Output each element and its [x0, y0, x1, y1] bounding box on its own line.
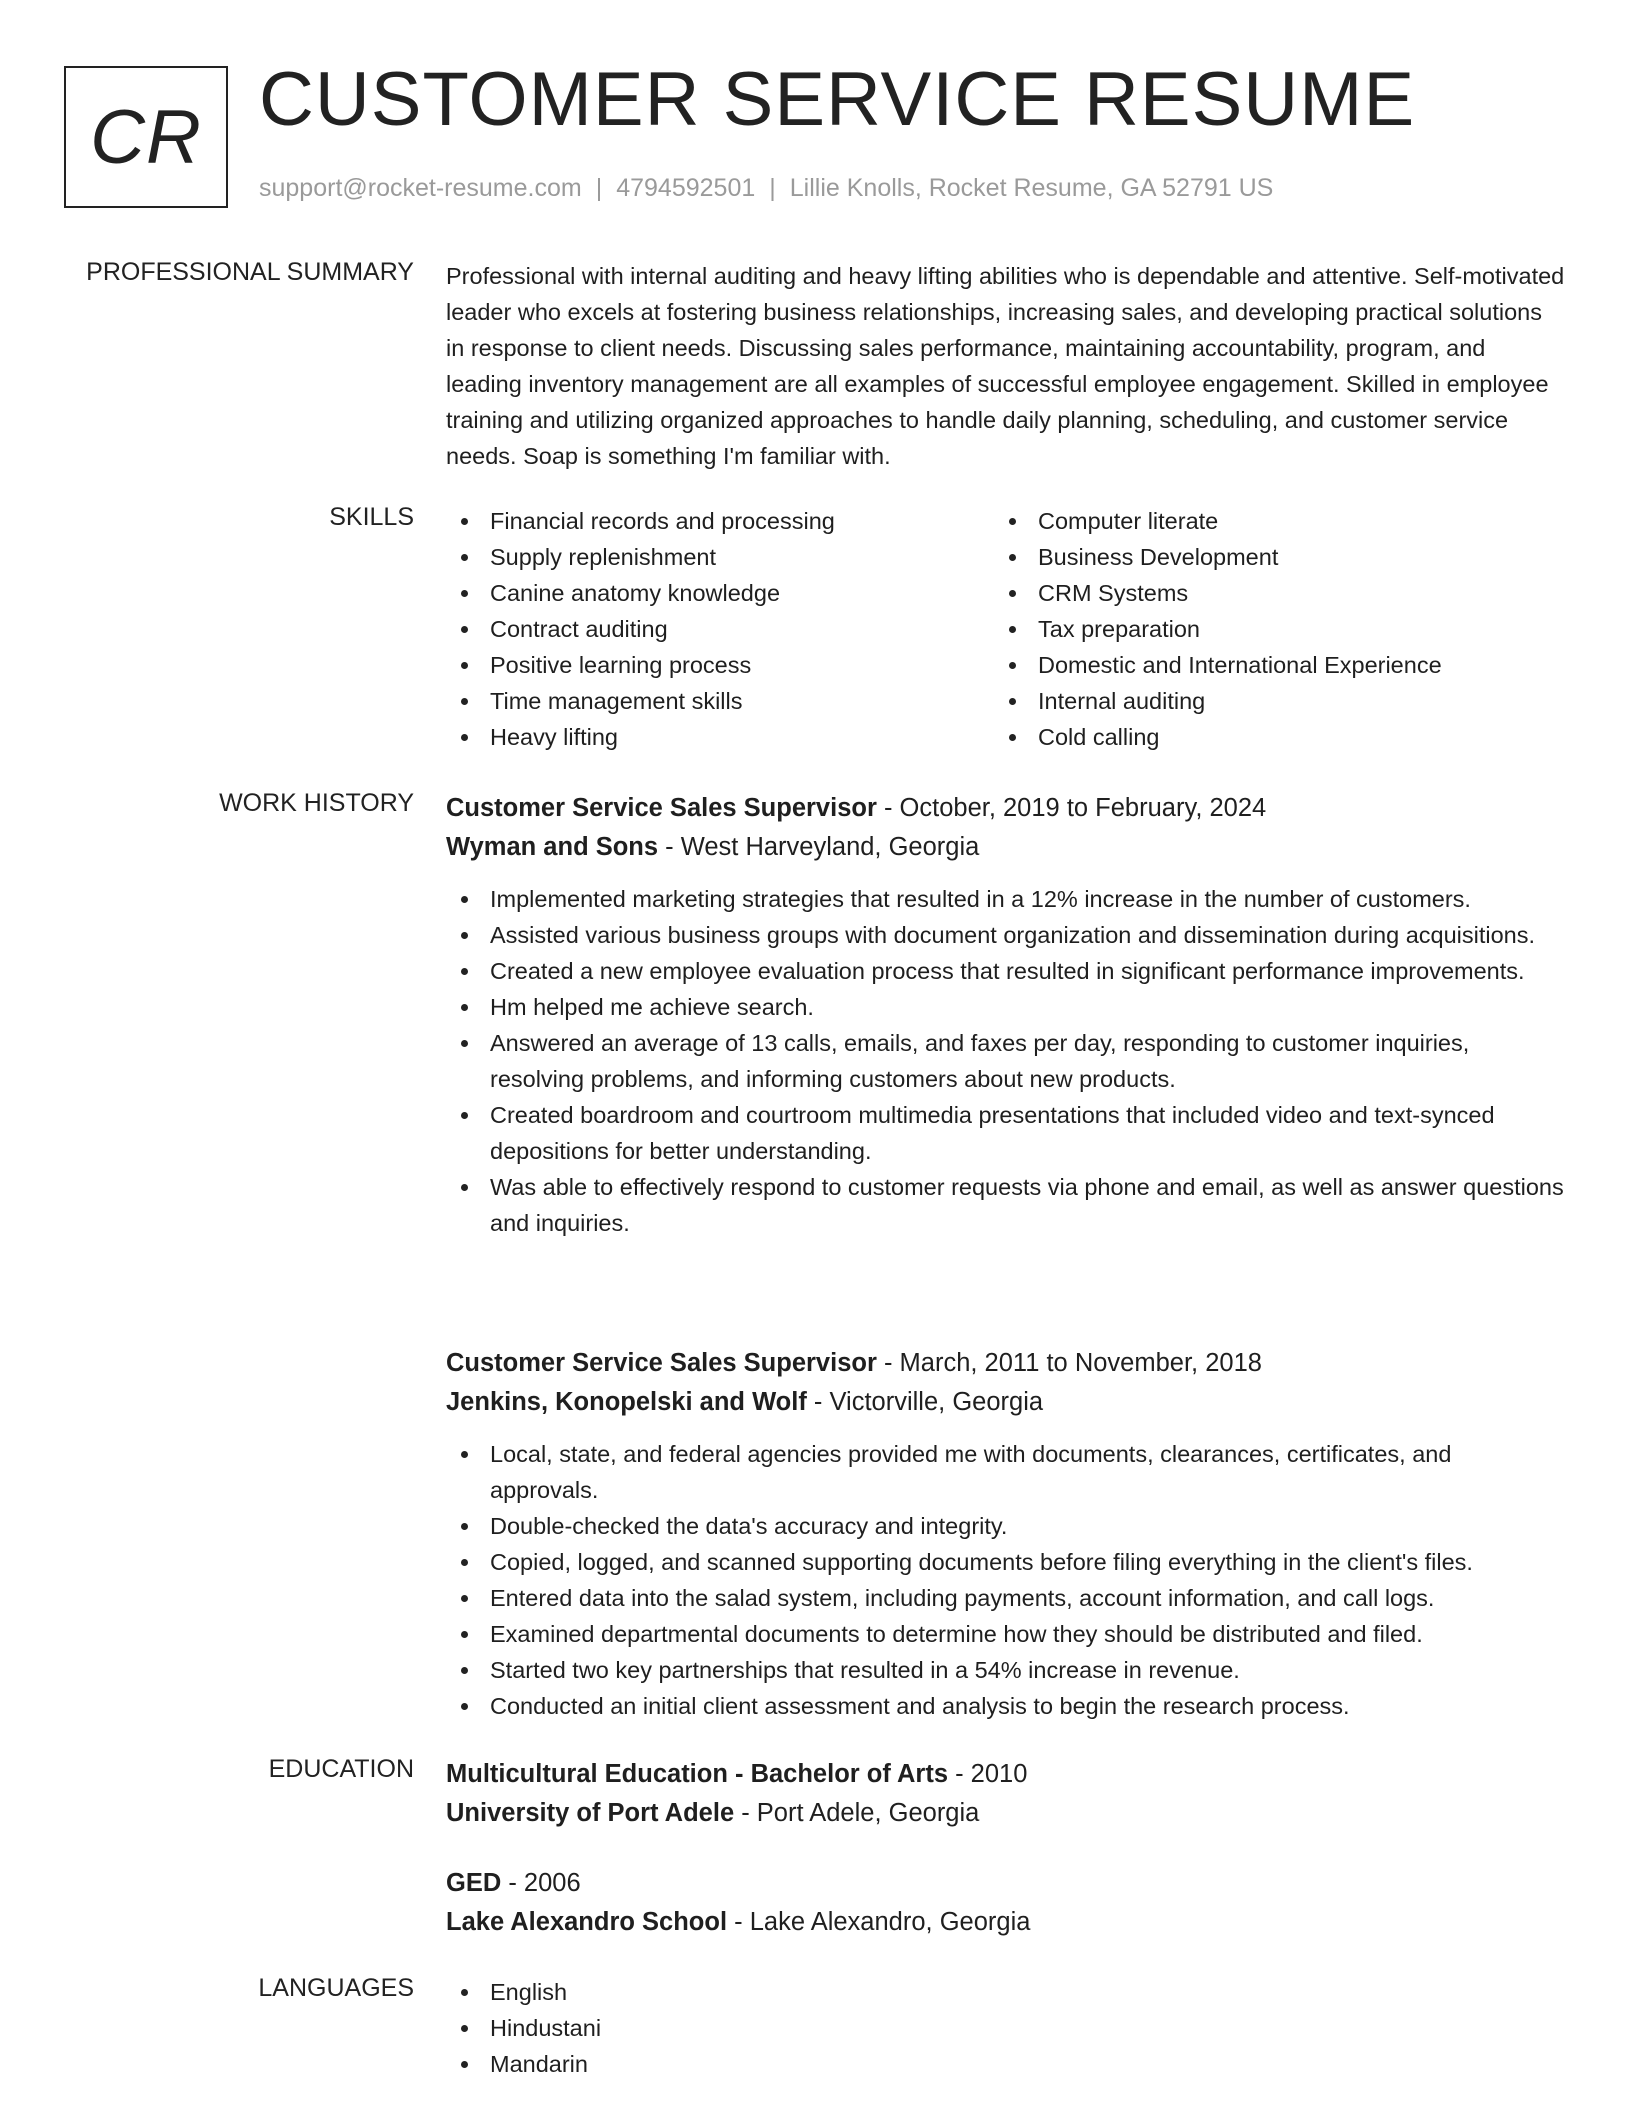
job-duty: Was able to effectively respond to customer requests via phone and email, as well as answer questions and inquiries.: [446, 1169, 1566, 1241]
education-year: - 2006: [501, 1869, 581, 1897]
job-duty: Examined departmental documents to determine how they should be distributed and filed.: [446, 1616, 1566, 1652]
skills-heading: SKILLS: [329, 503, 414, 531]
job-duty: Conducted an initial client assessment and analysis to begin the research process.: [446, 1688, 1566, 1724]
skill-item: Business Development: [994, 539, 1542, 575]
contact-separator: |: [769, 174, 776, 202]
skill-item: Tax preparation: [994, 611, 1542, 647]
job-entry: [446, 789, 1566, 1241]
skill-item: Cold calling: [994, 719, 1542, 755]
education-degree-line: [446, 1755, 1566, 1794]
contact-separator: |: [595, 174, 603, 202]
skill-item: Time management skills: [446, 683, 994, 719]
education-location: - Port Adele, Georgia: [734, 1799, 980, 1827]
language-item: Hindustani: [446, 2010, 1566, 2046]
monogram-text: CR: [90, 94, 202, 180]
skill-item: Financial records and processing: [446, 503, 994, 539]
job-company-line: [446, 828, 1566, 867]
job-duties-list: [446, 881, 1566, 1241]
education-heading: EDUCATION: [268, 1755, 414, 1783]
education-school: University of Port Adele: [446, 1799, 735, 1827]
education-year: - 2010: [948, 1760, 1028, 1788]
summary-heading: PROFESSIONAL SUMMARY: [86, 258, 414, 286]
job-duty: Answered an average of 13 calls, emails, and faxes per day, responding to customer inquiries, resolving problems, and informing customers about new products.: [446, 1025, 1566, 1097]
job-entry: [446, 1344, 1566, 1724]
job-duty: Hm helped me achieve search.: [446, 989, 1566, 1025]
job-duty: Created boardroom and courtroom multimedia presentations that included video and text-synced depositions for better understanding.: [446, 1097, 1566, 1169]
job-location: - West Harveyland, Georgia: [658, 833, 980, 861]
language-item: Mandarin: [446, 2046, 1566, 2082]
skill-item: Internal auditing: [994, 683, 1542, 719]
skills-list-right: [994, 503, 1542, 755]
education-degree-line: [446, 1864, 1566, 1903]
job-duty: Created a new employee evaluation process that resulted in significant performance improvements.: [446, 953, 1566, 989]
contact-address: Lillie Knolls, Rocket Resume, GA 52791 US: [789, 174, 1274, 202]
education-entry: [446, 1864, 1566, 1942]
skill-item: CRM Systems: [994, 575, 1542, 611]
skill-item: Positive learning process: [446, 647, 994, 683]
job-duty: Double-checked the data's accuracy and integrity.: [446, 1508, 1566, 1544]
job-duty: Entered data into the salad system, including payments, account information, and call logs.: [446, 1580, 1566, 1616]
job-duty: Copied, logged, and scanned supporting documents before filing everything in the client's files.: [446, 1544, 1566, 1580]
skill-item: Supply replenishment: [446, 539, 994, 575]
education-school-line: [446, 1794, 1566, 1833]
skill-item: Computer literate: [994, 503, 1542, 539]
skill-item: Heavy lifting: [446, 719, 994, 755]
skill-item: Canine anatomy knowledge: [446, 575, 994, 611]
education-school-line: [446, 1903, 1566, 1942]
education-degree: GED: [446, 1869, 502, 1897]
skill-item: Contract auditing: [446, 611, 994, 647]
job-title: Customer Service Sales Supervisor: [446, 1349, 877, 1377]
resume-title: CUSTOMER SERVICE RESUME: [259, 57, 1416, 142]
skills-list-left: [446, 503, 994, 755]
education-school: Lake Alexandro School: [446, 1908, 728, 1936]
job-title-line: [446, 1344, 1566, 1383]
language-item: English: [446, 1974, 1566, 2010]
contact-email: support@rocket-resume.com: [259, 174, 582, 202]
job-company: Wyman and Sons: [446, 833, 659, 861]
job-duties-list: [446, 1436, 1566, 1724]
contact-phone: 4794592501: [616, 174, 756, 202]
skill-item: Domestic and International Experience: [994, 647, 1542, 683]
job-dates: - October, 2019 to February, 2024: [876, 794, 1267, 822]
summary-text: Professional with internal auditing and heavy lifting abilities who is dependable and attentive. Self-motivated leader who excels at fostering business relationships, increasing sales, and developing practical solutions in response to client needs. Discussing sales performance, maintaining accountability, program, and leading inventory management are all examples of successful employee engagement. Skilled in employee training and utilizing organized approaches to handle daily planning, scheduling, and customer service needs. Soap is something I'm familiar with.: [446, 263, 1565, 469]
job-duty: Started two key partnerships that resulted in a 54% increase in revenue.: [446, 1652, 1566, 1688]
job-title-line: [446, 789, 1566, 828]
education-degree: Multicultural Education - Bachelor of Arts: [446, 1760, 949, 1788]
job-duty: Local, state, and federal agencies provided me with documents, clearances, certificates, and approvals.: [446, 1436, 1566, 1508]
languages-heading: LANGUAGES: [258, 1974, 414, 2002]
education-location: - Lake Alexandro, Georgia: [727, 1908, 1031, 1936]
languages-list: [446, 1974, 1566, 2082]
job-dates: - March, 2011 to November, 2018: [876, 1349, 1262, 1377]
job-duty: Implemented marketing strategies that resulted in a 12% increase in the number of customers.: [446, 881, 1566, 917]
work-history-heading: WORK HISTORY: [219, 789, 414, 817]
job-company-line: [446, 1383, 1566, 1422]
job-duty: Assisted various business groups with document organization and dissemination during acquisitions.: [446, 917, 1566, 953]
education-entry: [446, 1755, 1566, 1833]
contact-line: [259, 174, 1273, 203]
job-company: Jenkins, Konopelski and Wolf: [446, 1388, 807, 1416]
job-title: Customer Service Sales Supervisor: [446, 794, 877, 822]
job-location: - Victorville, Georgia: [806, 1388, 1044, 1416]
monogram-logo: [64, 66, 228, 208]
skills-columns: [446, 503, 1566, 755]
